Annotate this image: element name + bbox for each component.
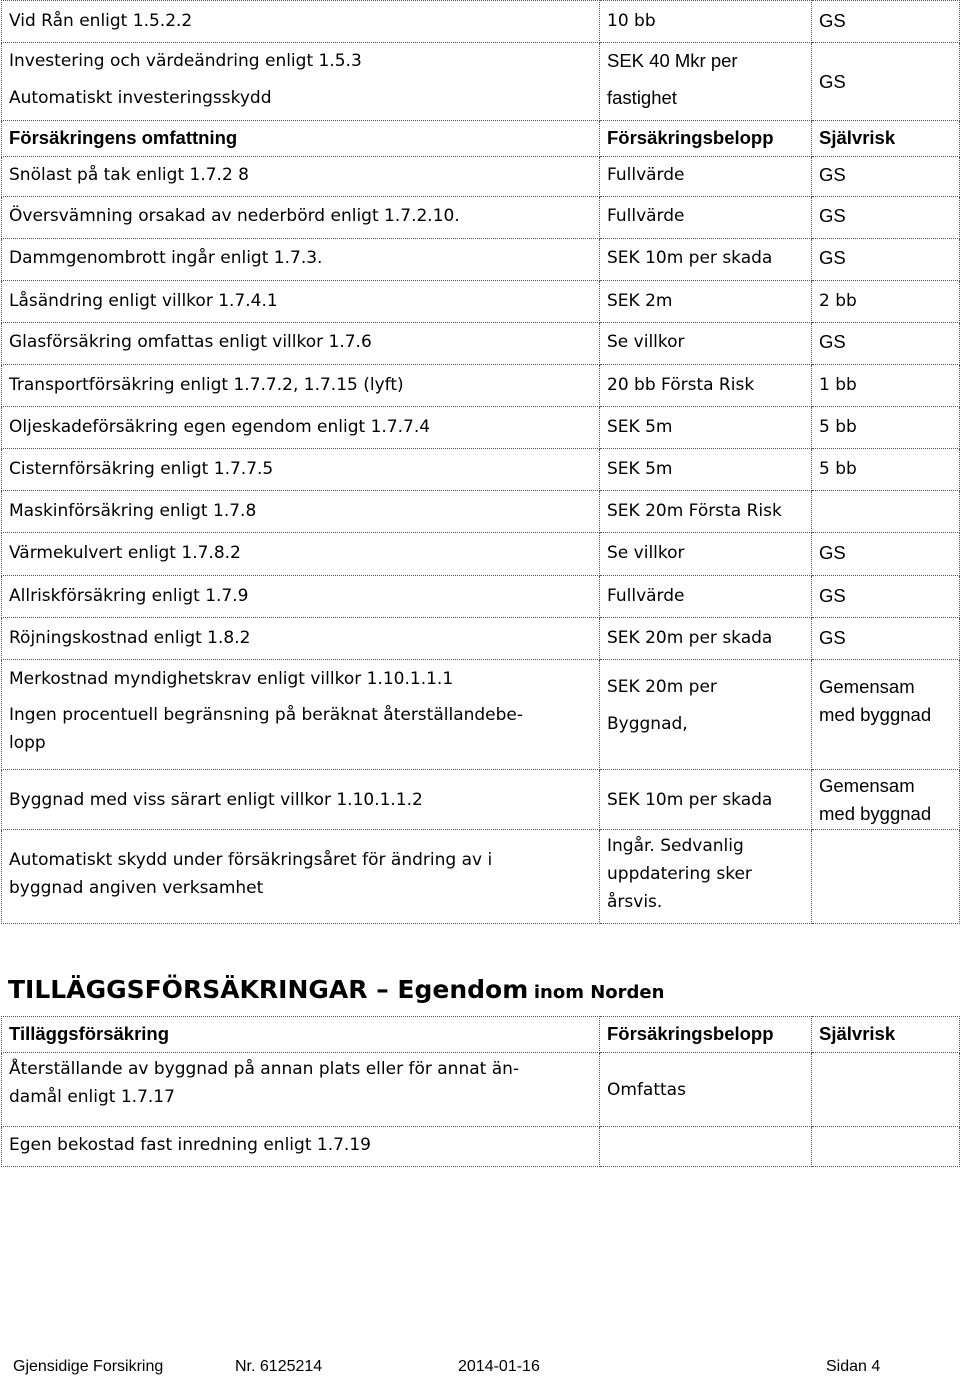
- row-label: Värmekulvert enligt 1.7.8.2: [2, 533, 600, 576]
- row-deductible: [812, 491, 960, 533]
- row-amount: Fullvärde: [600, 197, 812, 239]
- column-header: Självrisk: [812, 121, 960, 157]
- table-row: [2, 449, 960, 491]
- column-header: Försäkringsbelopp: [600, 1017, 812, 1053]
- row-label: Översvämning orsakad av nederbörd enligt 1.7.2.10.: [2, 197, 600, 239]
- row-label: Byggnad med viss särart enligt villkor 1.10.1.1.2: [2, 770, 600, 830]
- row-amount: SEK 20m Första Risk: [600, 491, 812, 533]
- table-row: [2, 323, 960, 365]
- table-row: [2, 533, 960, 576]
- row-deductible: 5 bb: [812, 449, 960, 491]
- row-amount: SEK 10m per skada: [600, 239, 812, 281]
- row-deductible: [812, 1053, 960, 1127]
- table-row: [2, 43, 960, 121]
- row-label: Maskinförsäkring enligt 1.7.8: [2, 491, 600, 533]
- row-amount: SEK 5m: [600, 407, 812, 449]
- row-deductible: [812, 1127, 960, 1167]
- footer-date: 2014-01-16: [458, 1358, 540, 1375]
- row-label: Cisternförsäkring enligt 1.7.7.5: [2, 449, 600, 491]
- row-deductible: GS: [812, 576, 960, 618]
- table-row: [2, 770, 960, 830]
- row-label: Egen bekostad fast inredning enligt 1.7.19: [2, 1127, 600, 1167]
- table-row: [2, 197, 960, 239]
- row-amount: SEK 5m: [600, 449, 812, 491]
- table-row: [2, 1127, 960, 1167]
- section-title-main: TILLÄGGSFÖRSÄKRINGAR – Egendom: [8, 975, 529, 1004]
- table-row: [2, 491, 960, 533]
- table-row: [2, 660, 960, 770]
- row-label: Röjningskostnad enligt 1.8.2: [2, 618, 600, 660]
- row-amount: SEK 40 Mkr per fastighet: [600, 43, 812, 121]
- row-deductible: GS: [812, 157, 960, 197]
- row-amount: SEK 2m: [600, 281, 812, 323]
- table-row: [2, 618, 960, 660]
- row-label: Oljeskadeförsäkring egen egendom enligt 1.7.7.4: [2, 407, 600, 449]
- row-label: Allriskförsäkring enligt 1.7.9: [2, 576, 600, 618]
- table-row: [2, 407, 960, 449]
- row-deductible: GS: [812, 1, 960, 43]
- row-amount: Se villkor: [600, 533, 812, 576]
- row-label: Glasförsäkring omfattas enligt villkor 1.7.6: [2, 323, 600, 365]
- table-row: [2, 1053, 960, 1127]
- row-label: Återställande av byggnad på annan plats eller för annat än- damål enligt 1.7.17: [2, 1053, 600, 1127]
- row-amount: SEK 20m per Byggnad,: [600, 660, 812, 770]
- column-header: Tilläggsförsäkring: [2, 1017, 600, 1053]
- row-deductible: Gemensam med byggnad: [812, 660, 960, 770]
- table-row: [2, 281, 960, 323]
- row-label: Merkostnad myndighetskrav enligt villkor 1.10.1.1.1 Ingen procentuell begränsning på beräknat återställandebe- lopp: [2, 660, 600, 770]
- row-deductible: 5 bb: [812, 407, 960, 449]
- table-header-row: [2, 121, 960, 157]
- table-row: [2, 365, 960, 407]
- column-header: Försäkringsbelopp: [600, 121, 812, 157]
- row-amount: 20 bb Första Risk: [600, 365, 812, 407]
- row-label: Vid Rån enligt 1.5.2.2: [2, 1, 600, 43]
- table-row: [2, 239, 960, 281]
- row-amount: [600, 1127, 812, 1167]
- row-deductible: 2 bb: [812, 281, 960, 323]
- row-deductible: GS: [812, 618, 960, 660]
- row-deductible: GS: [812, 239, 960, 281]
- row-amount: SEK 20m per skada: [600, 618, 812, 660]
- row-deductible: GS: [812, 197, 960, 239]
- row-deductible: GS: [812, 323, 960, 365]
- row-label: Transportförsäkring enligt 1.7.7.2, 1.7.15 (lyft): [2, 365, 600, 407]
- table-row: [2, 576, 960, 618]
- row-amount: 10 bb: [600, 1, 812, 43]
- footer-page: Sidan 4: [826, 1358, 881, 1375]
- column-header: Självrisk: [812, 1017, 960, 1053]
- column-header: Försäkringens omfattning: [2, 121, 600, 157]
- row-label: Låsändring enligt villkor 1.7.4.1: [2, 281, 600, 323]
- row-amount: Ingår. Sedvanlig uppdatering sker årsvis.: [600, 830, 812, 924]
- row-deductible: GS: [812, 43, 960, 121]
- row-amount: Se villkor: [600, 323, 812, 365]
- coverage-table: [1, 0, 960, 924]
- table-row: [2, 830, 960, 924]
- footer-company: Gjensidige Forsikring: [13, 1358, 164, 1375]
- row-deductible: Gemensam med byggnad: [812, 770, 960, 830]
- additional-insurance-table: [1, 1016, 960, 1167]
- row-label: Investering och värdeändring enligt 1.5.3 Automatiskt investeringsskydd: [2, 43, 600, 121]
- table-row: [2, 1, 960, 43]
- row-amount: SEK 10m per skada: [600, 770, 812, 830]
- row-amount: Fullvärde: [600, 157, 812, 197]
- table-row: [2, 157, 960, 197]
- row-amount: Fullvärde: [600, 576, 812, 618]
- row-amount: Omfattas: [600, 1053, 812, 1127]
- section-title-suffix: inom Norden: [533, 982, 665, 1003]
- table-header-row: [2, 1017, 960, 1053]
- row-deductible: [812, 830, 960, 924]
- row-label: Snölast på tak enligt 1.7.2 8: [2, 157, 600, 197]
- row-label: Dammgenombrott ingår enligt 1.7.3.: [2, 239, 600, 281]
- row-deductible: 1 bb: [812, 365, 960, 407]
- section-title: [8, 975, 664, 1004]
- footer-number: Nr. 6125214: [235, 1358, 323, 1375]
- row-deductible: GS: [812, 533, 960, 576]
- row-label: Automatiskt skydd under försäkringsåret för ändring av i byggnad angiven verksamhet: [2, 830, 600, 924]
